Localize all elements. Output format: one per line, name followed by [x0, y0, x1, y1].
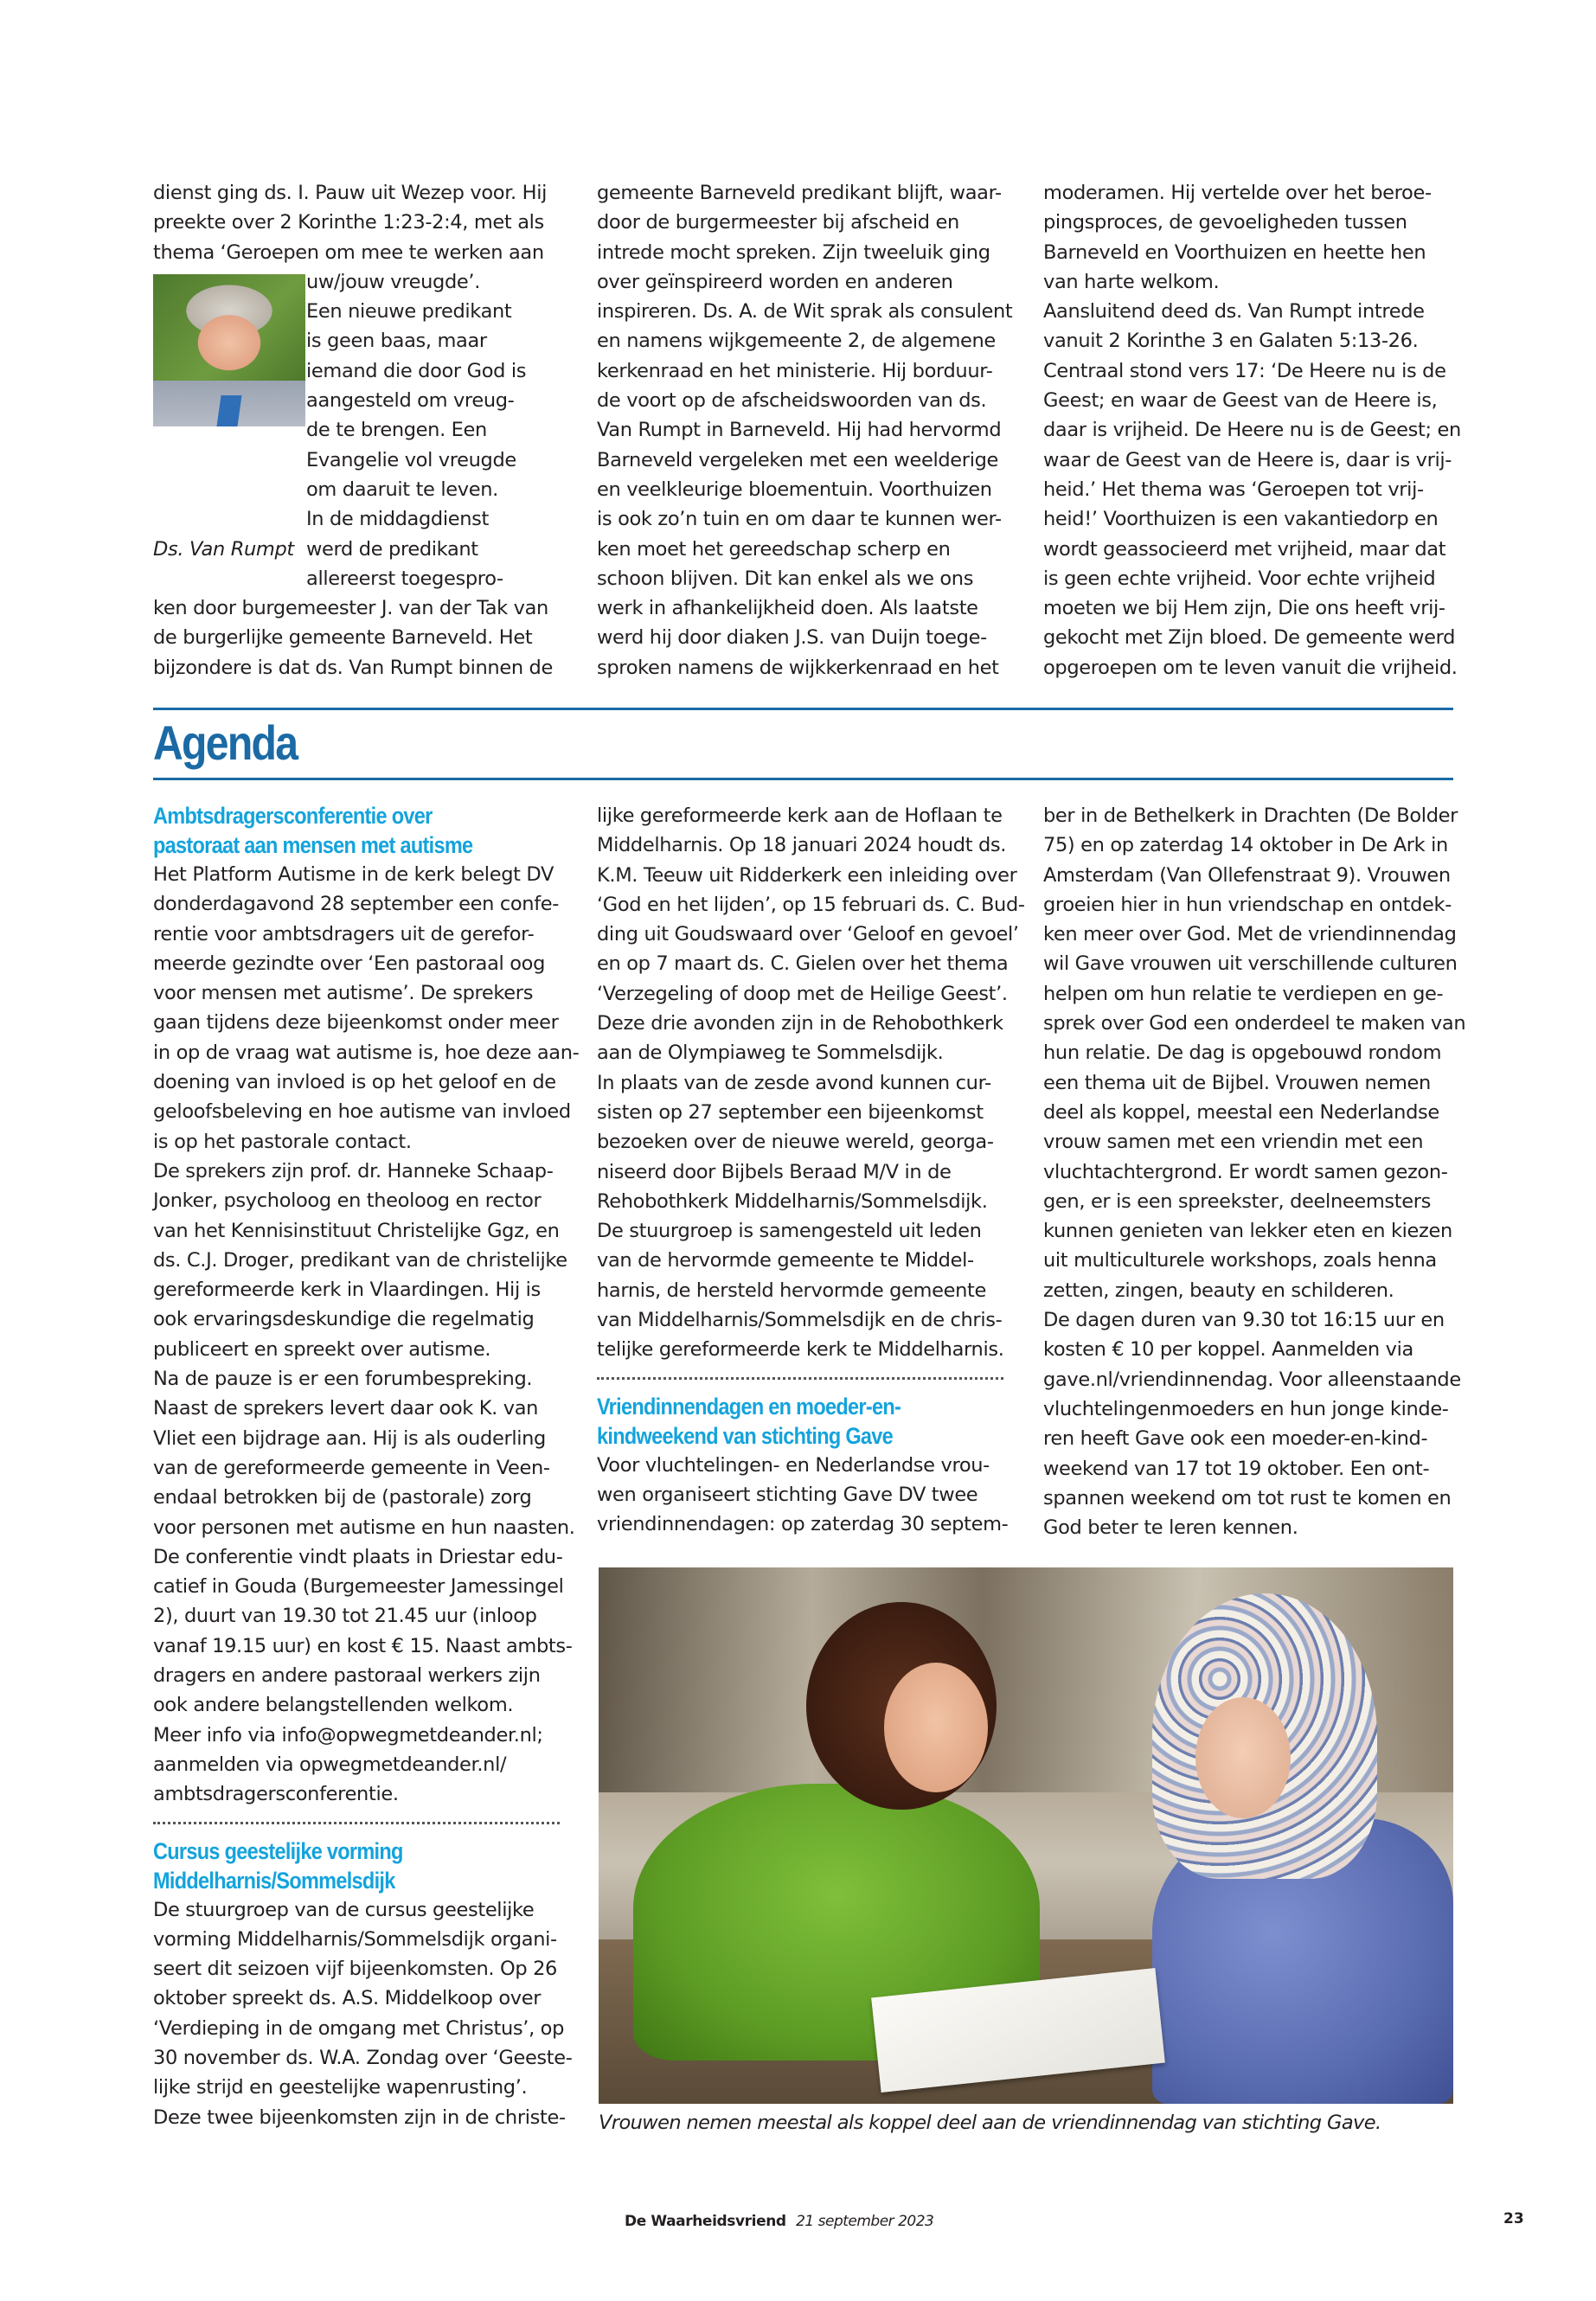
text-line: kosten € 10 per koppel. Aanmelden via — [1043, 1338, 1413, 1362]
text-line: van het Kennisinstituut Christelijke Ggz, en — [153, 1219, 560, 1242]
top-article-column-1 — [153, 178, 560, 683]
text-line: daar is vrijheid. De Heere nu is de Geest; en — [1043, 419, 1461, 442]
text-line: Middelharnis. Op 18 januari 2024 houdt ds. — [597, 834, 1007, 857]
text-line: ding uit Goudswaard over ‘Geloof en gevoel’ — [597, 923, 1019, 946]
text-line: en op 7 maart ds. C. Gielen over het thema — [597, 952, 1009, 976]
title-line: Middelharnis/Sommelsdijk — [153, 1867, 395, 1894]
text-line: Evangelie vol vreugde — [306, 448, 516, 471]
text-line: inspireren. Ds. A. de Wit sprak als consulent — [597, 300, 1013, 324]
text-line: niseerd door Bijbels Beraad M/V in de — [597, 1160, 952, 1183]
text-line: werk in afhankelijkheid doen. Als laatste — [597, 597, 978, 620]
text-line: moeten we bij Hem zijn, Die ons heeft vrij- — [1043, 597, 1445, 620]
text-line: ambtsdragersconferentie. — [153, 1783, 399, 1806]
text-line: vorming Middelharnis/Sommelsdijk organi- — [153, 1927, 557, 1951]
text-line: kerkenraad en het ministerie. Hij borduur- — [597, 359, 993, 382]
text-line: geloofsbeleving en hoe autisme van invloed — [153, 1100, 571, 1124]
text-line: meerde gezindte over ‘Een pastoraal oog — [153, 952, 546, 975]
text-line: moderamen. Hij vertelde over het beroe- — [1043, 182, 1432, 204]
text-line: Het Platform Autisme in de kerk belegt DV — [153, 863, 554, 886]
text-line: God beter te leren kennen. — [1043, 1516, 1298, 1540]
text-line: door de burgermeester bij afscheid en — [597, 211, 959, 234]
text-line: is geen baas, maar — [306, 330, 487, 353]
col1-lines-before-photo — [153, 178, 560, 267]
text-line: pingsproces, de gevoeligheden tussen — [1043, 211, 1407, 234]
text-line: schoon blijven. Dit kan enkel als we ons — [597, 567, 974, 590]
text-line: De stuurgroep is samengesteld uit leden — [597, 1220, 982, 1243]
text-line: wen organiseert stichting Gave DV twee — [597, 1483, 978, 1506]
text-line: is geen echte vrijheid. Voor echte vrijheid — [1043, 567, 1436, 590]
text-line: gemeente Barneveld predikant blijft, waar- — [597, 182, 1002, 204]
text-line: vriendinnendagen: op zaterdag 30 septem- — [597, 1513, 1009, 1536]
text-line: wordt geassocieerd met vrijheid, maar dat — [1043, 537, 1446, 561]
text-line: ‘Verzegeling of doop met de Heilige Geest’. — [597, 982, 1008, 1005]
text-line: waar de Geest van de Heere is, daar is vrij- — [1043, 448, 1452, 471]
title-line: Ambtsdragersconferentie over — [153, 803, 433, 829]
text-line: ken door burgemeester J. van der Tak van — [153, 597, 548, 620]
text-line: een thema uit de Bijbel. Vrouwen nemen — [1043, 1071, 1431, 1094]
text-line: De dagen duren van 9.30 tot 16:15 uur en — [1043, 1309, 1445, 1332]
text-line: is op het pastorale contact. — [153, 1130, 412, 1153]
agenda-item-title — [153, 1836, 507, 1895]
text-line: spannen weekend om tot rust te komen en — [1043, 1486, 1452, 1509]
text-line: Amsterdam (Van Ollefenstraat 9). Vrouwen — [1043, 863, 1451, 887]
text-line: publiceert en spreekt over autisme. — [153, 1337, 491, 1361]
text-line: in op de vraag wat autisme is, hoe deze aan- — [153, 1041, 580, 1064]
col1-lines-after-photo — [153, 593, 560, 683]
text-line: seert dit seizoen vijf bijeenkomsten. Op 26 — [153, 1958, 557, 1981]
publication-date: 21 september 2023 — [796, 2213, 934, 2230]
text-line: aan de Olympiaweg te Sommelsdijk. — [597, 1042, 944, 1065]
text-line: 2), duurt van 19.30 tot 21.45 uur (inloop — [153, 1605, 537, 1628]
agenda-item-title — [597, 1392, 951, 1451]
dotted-separator — [153, 1822, 560, 1824]
text-line: Na de pauze is er een forumbespreking. — [153, 1368, 533, 1391]
text-line: is ook zo’n tuin en om daar te kunnen wer- — [597, 508, 1002, 531]
text-line: van de gereformeerde gemeente in Veen- — [153, 1456, 550, 1479]
text-line: Van Rumpt in Barneveld. Hij had hervormd — [597, 419, 1002, 442]
text-line: Jonker, psycholoog en theoloog en rector — [153, 1189, 542, 1213]
text-line: kunnen genieten van lekker eten en kiezen — [1043, 1220, 1452, 1243]
text-line: uw/jouw vreugde’. — [306, 270, 481, 293]
agenda-column-1 — [153, 801, 580, 2132]
text-line: gaan tijdens deze bijeenkomst onder meer — [153, 1011, 559, 1035]
title-line: Cursus geestelijke vorming — [153, 1837, 403, 1864]
text-line: hun relatie. De dag is opgebouwd rondom — [1043, 1042, 1442, 1065]
agenda-item-body — [153, 860, 580, 1810]
text-line: K.M. Teeuw uit Ridderkerk een inleiding over — [597, 863, 1017, 887]
agenda-heading: Agenda — [153, 715, 298, 770]
portrait-caption: Ds. Van Rumpt — [153, 537, 294, 561]
text-line: helpen om hun relatie te verdiepen en ge- — [1043, 982, 1444, 1005]
text-line: bijzondere is dat ds. Van Rumpt binnen de — [153, 656, 553, 679]
text-line: Barneveld en Voorthuizen en heette hen — [1043, 240, 1426, 264]
text-line: weekend van 17 tot 19 oktober. Een ont- — [1043, 1457, 1430, 1480]
text-line: oktober spreekt ds. A.S. Middelkoop over — [153, 1987, 542, 2010]
text-line: werd de predikant — [306, 537, 478, 561]
text-line: heid.’ Het thema was ‘Geroepen tot vrij- — [1043, 478, 1424, 501]
text-line: rentie voor ambtsdragers uit de gerefor- — [153, 922, 535, 945]
text-line: intrede mocht spreken. Zijn tweeluik ging — [597, 240, 990, 264]
text-line: zetten, zingen, beauty en schilderen. — [1043, 1279, 1394, 1302]
text-line: voor mensen met autisme’. De sprekers — [153, 982, 534, 1005]
photo-woman-face — [884, 1663, 988, 1792]
text-line: vanaf 19.15 uur) en kost € 15. Naast ambts- — [153, 1634, 573, 1657]
portrait-tie — [216, 395, 241, 426]
text-line: Een nieuwe predikant — [306, 300, 512, 324]
text-line: deel als koppel, meestal een Nederlandse — [1043, 1100, 1439, 1124]
text-line: 75) en op zaterdag 14 oktober in De Ark in — [1043, 834, 1448, 857]
text-line: lijke gereformeerde kerk aan de Hoflaan te — [597, 804, 1003, 827]
title-line: pastoraat aan mensen met autisme — [153, 832, 473, 858]
text-line: over geïnspireerd worden en anderen — [597, 270, 953, 293]
text-line: ‘God en het lijden’, op 15 februari ds. C. Bud- — [597, 893, 1025, 916]
title-line: Vriendinnendagen en moeder-en- — [597, 1393, 901, 1420]
text-line: Centraal stond vers 17: ‘De Heere nu is de — [1043, 359, 1446, 382]
text-line: wil Gave vrouwen uit verschillende culturen — [1043, 952, 1458, 976]
text-line: om daaruit te leven. — [306, 478, 498, 501]
text-line: sisten op 27 september een bijeenkomst — [597, 1100, 984, 1124]
text-line: doening van invloed is op het geloof en de — [153, 1071, 556, 1094]
text-line: ds. C.J. Droger, predikant van de christelijke — [153, 1248, 567, 1272]
text-line: catief in Gouda (Burgemeester Jamessingel — [153, 1575, 564, 1599]
text-line: harnis, de hersteld hervormde gemeente — [597, 1279, 986, 1302]
text-line: ook ervaringsdeskundige die regelmatig — [153, 1308, 535, 1331]
text-line: Meer info via info@opwegmetdeander.nl; — [153, 1723, 543, 1747]
text-line: en namens wijkgemeente 2, de algemene — [597, 330, 996, 353]
text-line: en veelkleurige bloementuin. Voorthuizen — [597, 478, 992, 501]
text-line: sproken namens de wijkkerkenraad en het — [597, 656, 999, 679]
text-line: De conferentie vindt plaats in Driestar edu- — [153, 1545, 563, 1568]
text-line: vanuit 2 Korinthe 3 en Galaten 5:13-26. — [1043, 330, 1419, 353]
agenda-item-autisme-conference — [153, 801, 580, 1810]
agenda-rule-top — [153, 708, 1453, 710]
text-line: heid!’ Voorthuizen is een vakantiedorp en — [1043, 508, 1439, 531]
text-line: endaal betrokken bij de (pastorale) zorg — [153, 1486, 532, 1509]
text-line: de te brengen. Een — [306, 419, 487, 442]
publication-name: De Waarheidsvriend — [625, 2213, 786, 2230]
text-line: telijke gereformeerde kerk te Middelharnis. — [597, 1338, 1004, 1362]
page-number: 23 — [1503, 2210, 1524, 2227]
photo-two-women-reading — [599, 1567, 1453, 2104]
text-line: dragers en andere pastoraal werkers zijn — [153, 1664, 541, 1688]
portrait-photo-ds-van-rumpt — [153, 274, 305, 426]
text-line: Rehobothkerk Middelharnis/Sommelsdijk. — [597, 1189, 988, 1213]
text-line: de voort op de afscheidswoorden van ds. — [597, 389, 987, 413]
text-line: In plaats van de zesde avond kunnen cur- — [597, 1071, 991, 1094]
text-line: Deze drie avonden zijn in de Rehobothkerk — [597, 1012, 1003, 1035]
agenda-column-3 — [1043, 801, 1466, 1542]
text-line: allereerst toegespro- — [306, 567, 503, 590]
top-article-column-3 — [1043, 178, 1461, 683]
text-line: Barneveld vergeleken met een weelderige — [597, 448, 999, 471]
text-line: werd hij door diaken J.S. van Duijn toege- — [597, 626, 987, 650]
text-line: dienst ging ds. I. Pauw uit Wezep voor. Hij — [153, 182, 548, 204]
text-line: ook andere belangstellenden welkom. — [153, 1694, 514, 1717]
text-line: iemand die door God is — [306, 359, 527, 382]
top-article-column-2 — [597, 178, 1013, 683]
text-line: van Middelharnis/Sommelsdijk en de chris- — [597, 1309, 1003, 1332]
text-line: Vliet een bijdrage aan. Hij is als ouderling — [153, 1426, 546, 1450]
text-line: gekocht met Zijn bloed. De gemeente werd — [1043, 626, 1456, 650]
text-line: groeien hier in hun vriendschap en ontdek- — [1043, 893, 1452, 916]
text-line: uit multiculturele workshops, zoals henna — [1043, 1249, 1437, 1272]
text-line: donderdagavond 28 september een confe- — [153, 893, 560, 916]
text-line: In de middagdienst — [306, 508, 490, 531]
text-line: De sprekers zijn prof. dr. Hanneke Schaap- — [153, 1159, 554, 1183]
text-line: aanmelden via opwegmetdeander.nl/ — [153, 1753, 507, 1776]
text-line: Aansluitend deed ds. Van Rumpt intrede — [1043, 300, 1425, 324]
text-line: vrouw samen met een vriendin met een — [1043, 1131, 1424, 1154]
text-line: voor personen met autisme en hun naasten. — [153, 1516, 575, 1539]
text-line: opgeroepen om te leven vanuit die vrijheid. — [1043, 656, 1458, 679]
text-line: ken moet het gereedschap scherp en — [597, 537, 951, 561]
text-line: van harte welkom. — [1043, 270, 1220, 293]
text-line: gen, er is een spreekster, deelneemsters — [1043, 1189, 1432, 1213]
text-line: Deze twee bijeenkomsten zijn in de christe- — [153, 2106, 566, 2129]
text-line: ren heeft Gave ook een moeder-en-kind- — [1043, 1427, 1428, 1451]
text-line: vluchtelingenmoeders en hun jonge kinde- — [1043, 1397, 1449, 1420]
text-line-with-caption — [153, 535, 560, 564]
text-line: preekte over 2 Korinthe 1:23-2:4, met als — [153, 211, 544, 234]
dotted-separator — [597, 1377, 1003, 1380]
text-line: de burgerlijke gemeente Barneveld. Het — [153, 626, 533, 650]
text-line: ken meer over God. Met de vriendinnendag — [1043, 923, 1457, 946]
page-footer — [625, 2213, 933, 2230]
agenda-item-cursus-geestelijke-vorming — [153, 1836, 573, 2132]
text-line: Naast de sprekers levert daar ook K. van — [153, 1397, 539, 1420]
text-line: aangesteld om vreug- — [306, 389, 515, 413]
agenda-column-2 — [597, 801, 1025, 1540]
text-line: 30 november ds. W.A. Zondag over ‘Geeste- — [153, 2046, 573, 2069]
text-line: ber in de Bethelkerk in Drachten (De Bolder — [1043, 804, 1458, 827]
photo-caption: Vrouwen nemen meestal als koppel deel aan de vriendinnendag van stichting Gave. — [599, 2112, 1381, 2134]
text-line: van de hervormde gemeente te Middel- — [597, 1249, 974, 1272]
text-line: De stuurgroep van de cursus geestelijke — [153, 1898, 535, 1921]
text-line: ‘Verdieping in de omgang met Christus’, op — [153, 2016, 565, 2040]
agenda-item-cursus-continued — [597, 801, 1025, 1365]
text-line: gereformeerde kerk in Vlaardingen. Hij is — [153, 1279, 541, 1302]
agenda-item-body — [597, 1451, 1009, 1540]
text-line: thema ‘Geroepen om mee te werken aan — [153, 240, 544, 264]
agenda-rule-bottom — [153, 778, 1453, 780]
text-line: vluchtachtergrond. Er wordt samen gezon- — [1043, 1160, 1448, 1183]
agenda-item-vriendinnendagen — [597, 1392, 1009, 1540]
text-line: Geest; en waar de Geest van de Heere is, — [1043, 389, 1438, 413]
agenda-item-title — [153, 801, 507, 860]
agenda-item-vriendinnendagen-continued — [1043, 801, 1466, 1542]
title-line: kindweekend van stichting Gave — [597, 1422, 894, 1449]
text-line: sprek over God een onderdeel te maken van — [1043, 1012, 1466, 1035]
text-line: Voor vluchtelingen- en Nederlandse vrou- — [597, 1453, 990, 1477]
agenda-item-body — [153, 1895, 573, 2132]
text-line: lijke strijd en geestelijke wapenrusting’. — [153, 2076, 528, 2099]
text-line: bezoeken over de nieuwe wereld, georga- — [597, 1131, 994, 1154]
photo-woman-face — [1195, 1697, 1291, 1818]
text-line: gave.nl/vriendinnendag. Voor alleenstaande — [1043, 1368, 1461, 1391]
